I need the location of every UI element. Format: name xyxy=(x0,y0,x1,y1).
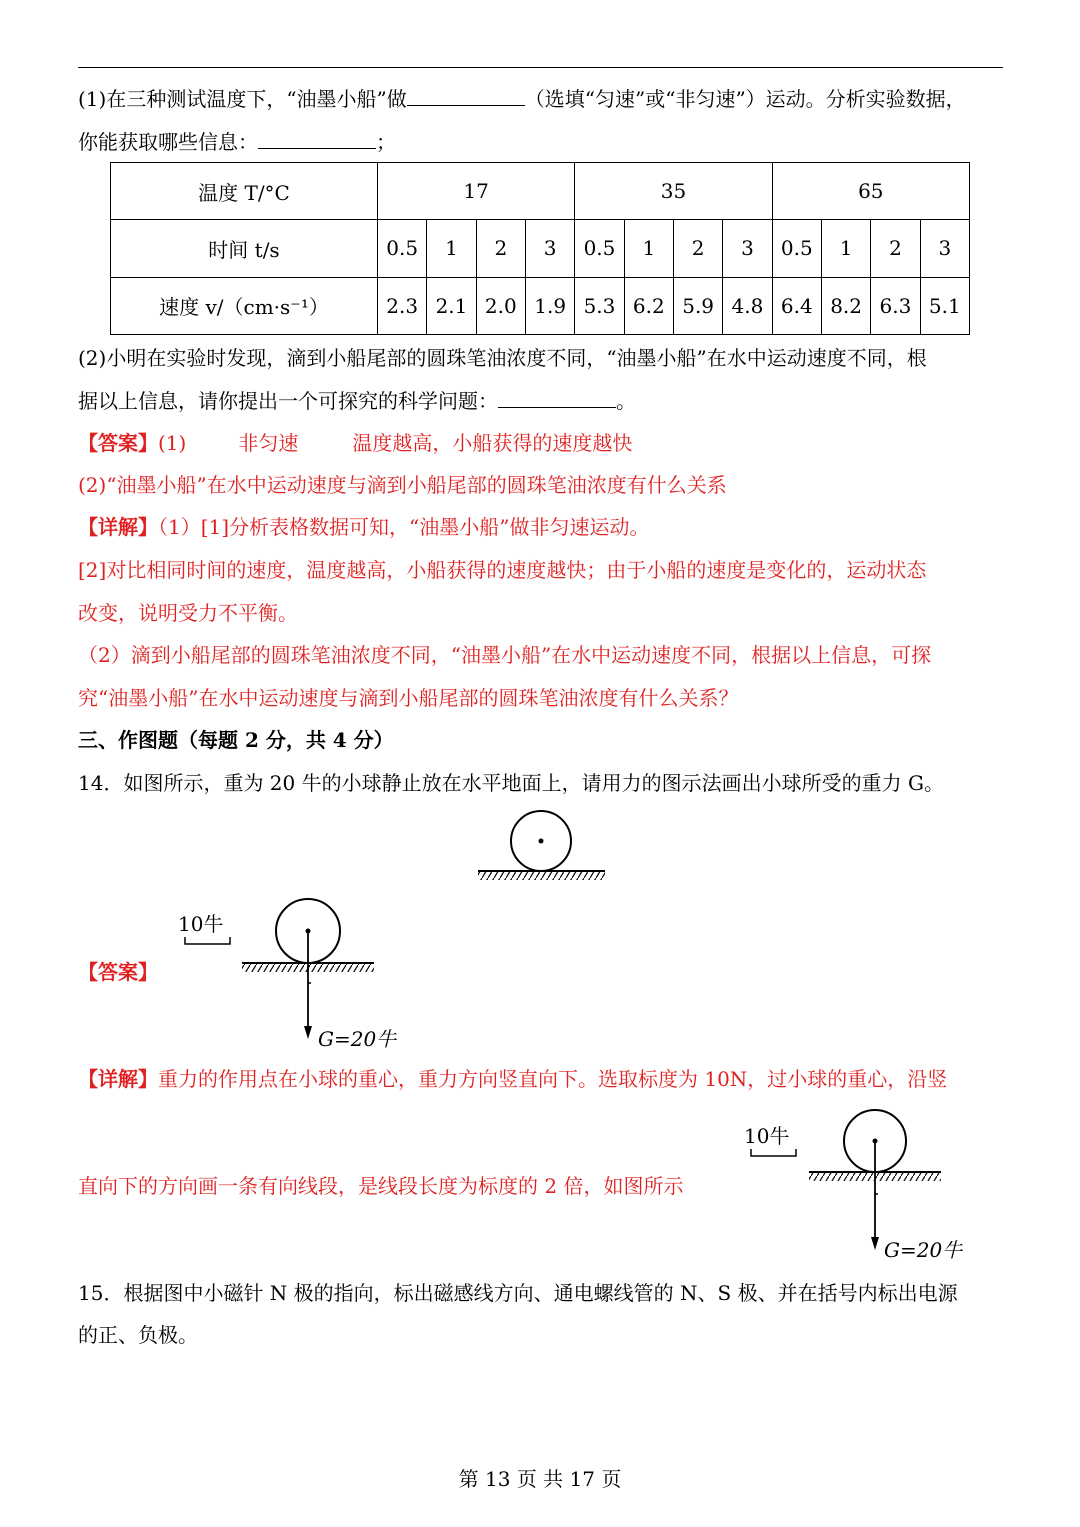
table-cell-time: 0.5 xyxy=(378,220,427,277)
table-cell-speed: 5.1 xyxy=(920,277,969,334)
q13-blank-3 xyxy=(498,389,616,408)
q15-line1: 15．根据图中小磁针 N 极的指向，标出磁感线方向、通电螺线管的 N、S 极、并在括号内标出电源 xyxy=(78,1281,958,1305)
table-cell-time: 1 xyxy=(427,220,476,277)
q14-scale-bar xyxy=(184,936,234,946)
table-temp-35: 35 xyxy=(575,163,772,220)
table-cell-time: 2 xyxy=(673,220,722,277)
q13-part1-line2 xyxy=(78,130,396,154)
q13-answer2: (2)“油墨小船”在水中运动速度与滴到小船尾部的圆珠笔油浓度有什么关系 xyxy=(78,473,727,497)
q14-detail-figure xyxy=(805,1106,945,1256)
table-temp-17: 17 xyxy=(378,163,575,220)
table-cell-speed: 6.4 xyxy=(772,277,821,334)
table-cell-speed: 2.0 xyxy=(476,277,525,334)
q15-line2: 的正、负极。 xyxy=(78,1323,198,1347)
q14-detail-scale-bar xyxy=(750,1148,800,1158)
q14-scale-label: 10牛 xyxy=(178,912,224,936)
table-cell-time: 0.5 xyxy=(575,220,624,277)
q13-part2-line2 xyxy=(78,389,636,413)
q13-part1-text-c: 你能获取哪些信息： xyxy=(78,130,258,154)
ground-hatch xyxy=(478,872,605,880)
q13-detail-line4: （2）滴到小船尾部的圆珠笔油浓度不同，“油墨小船”在水中运动速度不同，根据以上信息，可探 xyxy=(78,643,932,667)
q13-blank-2 xyxy=(258,130,376,149)
q14-text: 14．如图所示，重为 20 牛的小球静止放在水平地面上，请用力的图示法画出小球所受的重力 G。 xyxy=(78,771,944,795)
section-3-title: 三、作图题（每题 2 分，共 4 分） xyxy=(78,728,394,752)
q13-detail-line5: 究“油墨小船”在水中运动速度与滴到小船尾部的圆珠笔油浓度有什么关系？ xyxy=(78,686,739,710)
table-cell-speed: 1.9 xyxy=(525,277,574,334)
q13-detail-line1 xyxy=(78,515,650,539)
q14-detail-scale-label: 10牛 xyxy=(744,1124,790,1148)
data-table xyxy=(110,162,970,335)
answer-num: (1) xyxy=(158,431,187,455)
table-cell-speed: 5.3 xyxy=(575,277,624,334)
table-header-time: 时间 t/s xyxy=(111,220,378,277)
detail-label: 【详解】 xyxy=(78,515,158,539)
table-cell-time: 1 xyxy=(821,220,870,277)
table-cell-time: 2 xyxy=(871,220,920,277)
table-cell-speed: 2.1 xyxy=(427,277,476,334)
q13-part1-semicolon: ； xyxy=(376,130,396,154)
q13-part1-text-b: （选填“匀速”或“非匀速”）运动。分析实验数据， xyxy=(524,87,966,111)
table-cell-speed: 6.3 xyxy=(871,277,920,334)
answer-label: 【答案】 xyxy=(78,431,158,455)
q14-answer-label: 【答案】 xyxy=(78,960,158,984)
table-cell-time: 0.5 xyxy=(772,220,821,277)
table-cell-speed: 5.9 xyxy=(673,277,722,334)
q13-part2-period: 。 xyxy=(616,389,636,413)
q14-detail-force-label: G=20牛 xyxy=(884,1238,963,1262)
table-header-speed: 速度 v/（cm·s⁻¹） xyxy=(111,277,378,334)
answer-part-a: 非匀速 xyxy=(238,431,299,455)
table-temp-65: 65 xyxy=(772,163,969,220)
table-cell-time: 2 xyxy=(476,220,525,277)
q13-part1-text-a: (1)在三种测试温度下，“油墨小船”做 xyxy=(78,87,407,111)
q13-detail-line2: [2]对比相同时间的速度，温度越高，小船获得的速度越快；由于小船的速度是变化的，运动状态 xyxy=(78,558,927,582)
table-cell-time: 3 xyxy=(525,220,574,277)
q13-part1-line1 xyxy=(78,87,966,111)
q14-detail-line1 xyxy=(78,1067,947,1091)
detail-text-1: （1）[1]分析表格数据可知，“油墨小船”做非匀速运动。 xyxy=(158,515,650,539)
page-footer: 第 13 页 共 17 页 xyxy=(458,1467,622,1491)
q14-detail-text-1: 重力的作用点在小球的重心，重力方向竖直向下。选取标度为 10N，过小球的重心，沿竖 xyxy=(158,1067,948,1091)
table-header-temp: 温度 T/°C xyxy=(111,163,378,220)
q13-part2-line1: (2)小明在实验时发现，滴到小船尾部的圆珠笔油浓度不同，“油墨小船”在水中运动速度不同，根 xyxy=(78,346,927,370)
table-cell-speed: 4.8 xyxy=(723,277,772,334)
q13-blank-1 xyxy=(407,87,525,106)
gravity-arrow-head xyxy=(304,1026,312,1039)
table-row-temperature xyxy=(111,163,970,220)
table-cell-speed: 2.3 xyxy=(378,277,427,334)
table-cell-time: 3 xyxy=(723,220,772,277)
header-rule xyxy=(78,67,1003,68)
q13-answer-line xyxy=(78,431,632,455)
answer-part-b: 温度越高，小船获得的速度越快 xyxy=(352,431,633,455)
q13-part2-text: 据以上信息，请你提出一个可探究的科学问题： xyxy=(78,389,498,413)
table-cell-speed: 6.2 xyxy=(624,277,673,334)
q14-answer-figure xyxy=(238,895,378,1045)
table-row-time xyxy=(111,220,970,277)
detail-gravity-arrow-head xyxy=(871,1237,879,1250)
table-row-speed xyxy=(111,277,970,334)
q14-detail-label: 【详解】 xyxy=(78,1067,158,1091)
table-cell-time: 1 xyxy=(624,220,673,277)
q14-detail-line2: 直向下的方向画一条有向线段，是线段长度为标度的 2 倍，如图所示 xyxy=(78,1174,684,1198)
table-cell-time: 3 xyxy=(920,220,969,277)
q13-detail-line3: 改变，说明受力不平衡。 xyxy=(78,601,298,625)
table-cell-speed: 8.2 xyxy=(821,277,870,334)
q14-force-label: G=20牛 xyxy=(318,1027,397,1051)
ball-center-dot xyxy=(539,839,544,844)
q14-figure-ball xyxy=(470,808,610,884)
